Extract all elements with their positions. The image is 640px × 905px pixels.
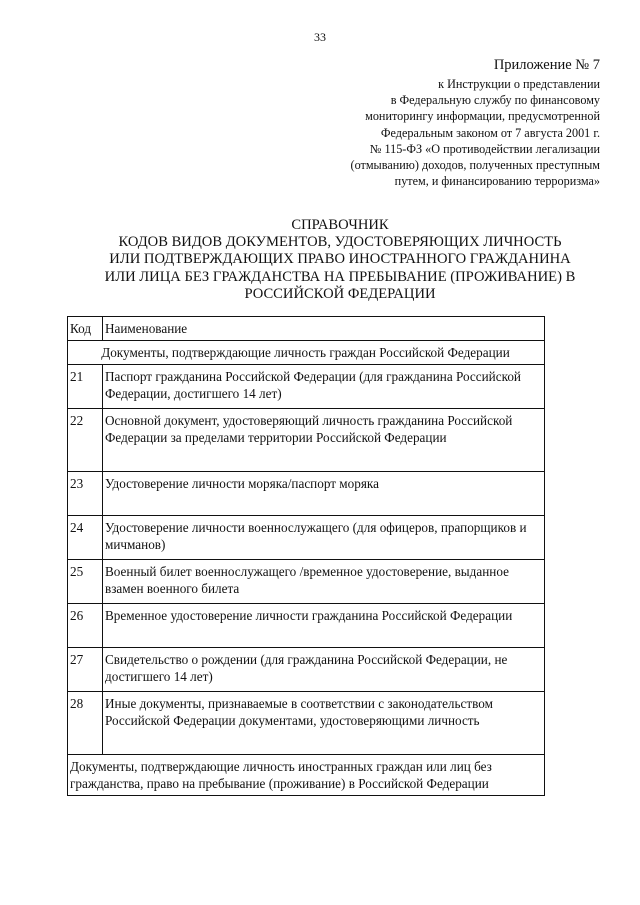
table-row <box>68 472 545 516</box>
appendix-header <box>310 56 600 189</box>
table-row <box>68 409 545 472</box>
reference-title-line: ИЛИ ПОДТВЕРЖДАЮЩИХ ПРАВО ИНОСТРАННОГО ГРАЖДАНИНА <box>109 251 571 268</box>
row-name: Иные документы, признаваемые в соответствии с законодательством Российской Федерации документами, удостоверяющими личность <box>103 692 545 755</box>
document-codes-table <box>67 316 545 796</box>
row-name: Паспорт гражданина Российской Федерации (для гражданина Российской Федерации, достигшего 14 лет) <box>103 365 545 409</box>
appendix-line: к Инструкции о представлении <box>438 77 600 91</box>
table-row <box>68 516 545 560</box>
page-number: 33 <box>314 30 326 44</box>
row-code: 27 <box>68 648 103 692</box>
group-row <box>68 755 545 796</box>
row-code: 22 <box>68 409 103 472</box>
reference-title-line: КОДОВ ВИДОВ ДОКУМЕНТОВ, УДОСТОВЕРЯЮЩИХ ЛИЧНОСТЬ <box>118 234 562 251</box>
reference-title-line: ИЛИ ЛИЦА БЕЗ ГРАЖДАНСТВА НА ПРЕБЫВАНИЕ (ПРОЖИВАНИЕ) В <box>104 268 576 285</box>
reference-title-line: РОССИЙСКОЙ ФЕДЕРАЦИИ <box>244 285 436 302</box>
row-name: Военный билет военнослужащего /временное удостоверение, выданное взамен военного билета <box>103 560 545 604</box>
row-code: 25 <box>68 560 103 604</box>
appendix-line: в Федеральную службу по финансовому <box>390 93 600 108</box>
table-row <box>68 365 545 409</box>
appendix-line: № 115-ФЗ «О противодействии легализации <box>369 141 600 156</box>
reference-title <box>90 217 590 303</box>
group-row <box>68 341 545 365</box>
appendix-line: Федеральным законом от 7 августа 2001 г. <box>380 125 600 140</box>
group-heading-citizens: Документы, подтверждающие личность граждан Российской Федерации <box>68 341 545 365</box>
row-code: 23 <box>68 472 103 516</box>
header-name: Наименование <box>103 317 545 341</box>
reference-title-line: СПРАВОЧНИК <box>291 217 389 233</box>
appendix-title: Приложение № 7 <box>493 57 600 73</box>
row-code: 24 <box>68 516 103 560</box>
appendix-line: путем, и финансированию терроризма» <box>394 174 600 189</box>
table-row <box>68 560 545 604</box>
table-row <box>68 692 545 755</box>
header-code: Код <box>68 317 103 341</box>
row-name: Свидетельство о рождении (для гражданина Российской Федерации, не достигшего 14 лет) <box>103 648 545 692</box>
table-header-row <box>68 317 545 341</box>
row-code: 28 <box>68 692 103 755</box>
row-name: Удостоверение личности военнослужащего (для офицеров, прапорщиков и мичманов) <box>103 516 545 560</box>
row-name: Удостоверение личности моряка/паспорт моряка <box>103 472 545 516</box>
table-row <box>68 604 545 648</box>
group-heading-foreigners: Документы, подтверждающие личность иностранных граждан или лиц без гражданства, право на пребывание (проживание) в Российской Федерации <box>68 755 545 796</box>
row-name: Основной документ, удостоверяющий личность гражданина Российской Федерации за пределами территории Российской Федерации <box>103 409 545 472</box>
row-code: 21 <box>68 365 103 409</box>
row-name: Временное удостоверение личности гражданина Российской Федерации <box>103 604 545 648</box>
appendix-line: (отмыванию) доходов, полученных преступным <box>350 158 600 173</box>
table-row <box>68 648 545 692</box>
row-code: 26 <box>68 604 103 648</box>
appendix-line: мониторингу информации, предусмотренной <box>365 109 600 124</box>
